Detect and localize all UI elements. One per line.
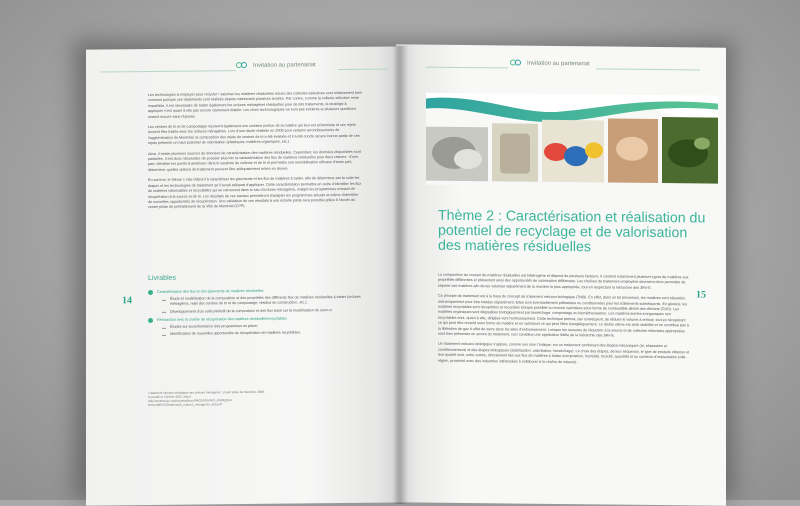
header-rule (596, 68, 700, 70)
recycling-photo-strip (426, 93, 718, 188)
bullet-icon (148, 290, 153, 295)
page-header (510, 59, 590, 67)
list-subitem: Identification de nouvelles opportunités de récupération de matières recyclables. (162, 330, 362, 337)
page-header (236, 61, 316, 69)
paragraph: En somme, le thème 1 vise d'abord à caractériser les gisements et les flux de matières à traiter, afin de déterminer par la suite les étapes et les technologies de traitement qu'il serait adéquat d'appliquer. Cette caractérisation permettra en outre d'identifier les flux de matières valorisables et recyclables qui se retrouvent dans le sac d'ordures ménagères, malgré les programmes existant de récupération à la source et de tri. Les résultats de ces travaux permettront d'adapter les programmes actuels et même d'identifier de nouvelles opportunités de récupération. Une validation de ces résultats à une échelle pilote sera possible grâce à l'accès au centre pilote de prétraitement de la Ville de Montréal (CPP). (148, 176, 362, 210)
footnote: Traitement mécano-biologique des ordures ménagères : projet pilote de Montréal, 2008. Consulté le 2 février 2011, http:// ville.montreal.qc.ca/pls/portal/docs/PAGE/ENVIRO_FR/MEDIA/ DOCUMENTS/traitement_ordures_menageres_tmb.pdf (148, 389, 265, 408)
livrables-heading: Livrables (148, 274, 177, 283)
dash-icon (162, 327, 166, 328)
page-number: 14 (122, 295, 132, 307)
body-text (148, 91, 362, 216)
dash-icon (162, 300, 166, 301)
paragraph: Les centres de tri et de compostage reçoivent également une certaine portion de la matière qui leur est acheminée et ces rejets doivent être traités avec les ordures ménagères. Lors d'une étude réalisée en 2009 pour certains arrondissements de l'agglomération de Montréal, la composition des rejets de centres de tri a été évaluée et il a été conclu qu'une bonne partie de ces rejets présente un haut potentiel de valorisation (plastiques, matières organiques, etc.). (148, 122, 360, 146)
list-item: Caractérisation des flux et des gisements de matières résiduelles (148, 288, 362, 295)
list-item: Rétroaction vers la chaîne de récupération des matières résiduelles/recyclables (148, 316, 362, 323)
dash-icon (162, 335, 166, 336)
page-number: 15 (696, 289, 706, 301)
logo-icon (510, 59, 522, 66)
right-page (396, 44, 726, 505)
livrables-list (148, 285, 362, 340)
dash-icon (162, 312, 166, 313)
left-page (86, 46, 404, 505)
header-text: Invitation au partenariat (253, 61, 316, 69)
header-rule (426, 67, 508, 69)
list-subitem: Étude et modélisation de la composition et des propriétés des différents flux de matières résiduelles à traiter (ordures ménagères, rejet des centres de tri et de compostage, résidus de construction, etc.); (162, 295, 362, 308)
list-subitem: Études sur la performance des programmes en place; (162, 323, 362, 330)
logo-icon (236, 62, 248, 69)
paragraph: Ce principe de traitement est à la base du concept de traitement mécano-biologique (TMB). En effet, dans un tel processus, les matières sont séparées mécaniquement pour être traitées séparément. Elles sont éventuellement prétraitées ou conditionnées pour les traitements subséquents. En général, les matières recyclables sont récupérées et recyclées lorsque possible ou encore valorisées sous forme de combustible dérivé des déchets (CDD). Les matières organiques sont dégradées biologiquement par biosèchage, compostage ou biométhanisation. Les matières inertes inorganiques non recyclables sont, quant à elle, dirigées vers l'enfouissement. Cette technique permet, par conséquent, de réduire le volume à enfouir, tout en récupérant ce qui peut être recyclé sous forme de matière et en valorisant ce qui peut l'être énergétiquement. Le résidu ultime est ainsi stabilisé et ne contribue pas à la libération de gaz à effet de serre dans les sites d'enfouissement. Lorsque les mesures de réduction à la source et de collectes sélectives appropriées sont bien présentes en amont du traitement, ceci constitue une application fidèle de la hiérarchie des 3RV-E. (438, 293, 689, 338)
paragraph: La composition du courant de matières résiduelles est hétérogène et dépend de plusieurs facteurs. Il contient notamment plusieurs types de matières aux propriétés différentes et présentant ainsi des opportunités de valorisation différentes. Les chaînes de traitement employées devraient donc permettre de séparer ces matières afin de les valoriser séparément de la manière la plus appropriée, tout en respectant la hiérarchie des 3RV-E. (438, 272, 689, 290)
body-text (438, 273, 690, 372)
header-rule (338, 69, 388, 71)
paragraph: Ainsi, il existe plusieurs sources de données de caractérisation des matières résiduelles. Cependant, les données disponibles sont partielles. Il est donc nécessaire de pousser plus loin la caractérisation des flux de matières résiduelles pour deux raisons : d'une part, identifier les points à améliorer dans le système de collecte et de tri et permettre une sensibilisation efficace d'autre part, déterminer quelles options de traitement peuvent être adéquatement mises en œuvre. (148, 149, 361, 172)
list-subitem: Développement d'un outil prédictif de la composition et des flux basé sur la modélisation de ceux-ci. (162, 307, 362, 314)
bullet-icon (148, 318, 153, 323)
spine-gutter (392, 46, 408, 504)
section-title: Thème 2 : Caractérisation et réalisation du potentiel de recyclage et de valorisation des matières résiduelles (438, 207, 706, 256)
header-text: Invitation au partenariat (527, 60, 590, 67)
paragraph: Les technologies à employer pour recycler / valoriser les matières résiduelles issues des collectes sélectives sont relativement bien connues puisque ces traitements sont réalisés depuis maintenant plusieurs années. Par contre, comme la collecte sélective reste imparfaite, il est nécessaire de traiter également les ordures ménagères résiduelles pour de tels traitements, la stratégie à appliquer n'est quant à elle pas encore clairement établie. Les choix technologiques ne sont pas évidents et plusieurs questions restent encore sans réponse. (148, 90, 362, 119)
header-rule (100, 70, 236, 72)
paragraph: Un traitement mécano-biologique s'appuie, comme son nom l'indique, sur un traitement combinant des étapes mécaniques (tri, séparation et conditionnement) et des étapes biologiques (stabilisation, valorisation, biosèchage). Le choix des étapes, de leur séquence, le type de produits obtenus et leur qualité sont, entre autres, directement liés aux flux de matières à traiter (composition, humidité, toxicité, quantité) et au contexte d'implantation (ville-région, proximité avec des industries intéressées à collaborer à la chaîne de valeurs). (438, 342, 690, 364)
